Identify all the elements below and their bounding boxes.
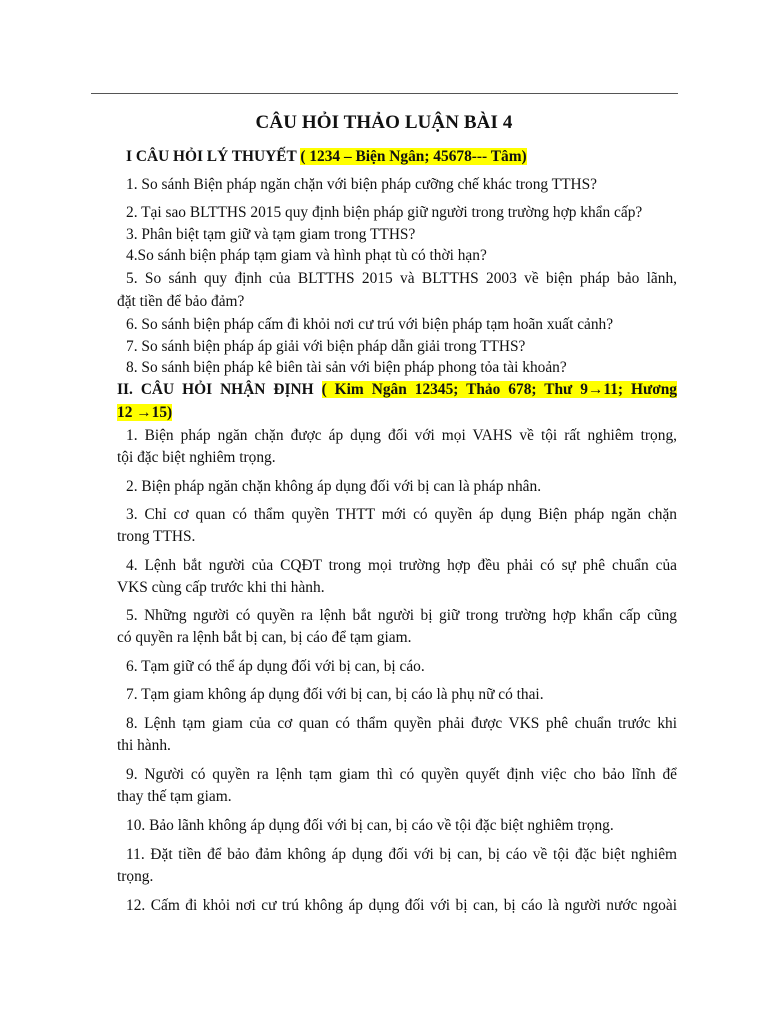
theory-question-3: 3. Phân biệt tạm giữ và tạm giam trong TTHS? [126, 226, 416, 243]
section1-heading-line [126, 146, 527, 168]
theory-question-5-cont: đặt tiền để bảo đảm? [117, 293, 245, 310]
top-divider [91, 93, 678, 94]
statement-8-line1: 8. Lệnh tạm giam của cơ quan có thẩm quyền phải được VKS phê chuẩn trước khi [126, 715, 677, 732]
statement-1-line1: 1. Biện pháp ngăn chặn được áp dụng đối với mọi VAHS về tội rất nghiêm trọng, [126, 427, 677, 444]
statement-5-line2: có quyền ra lệnh bắt bị can, bị cáo để tạm giam. [117, 629, 412, 646]
theory-question-2: 2. Tại sao BLTTHS 2015 quy định biện pháp giữ người trong trường hợp khẩn cấp? [126, 204, 643, 221]
statement-5-line1: 5. Những người có quyền ra lệnh bắt người bị giữ trong trường hợp khẩn cấp cũng [126, 607, 677, 624]
statement-8-line2: thi hành. [117, 737, 171, 754]
theory-question-5: 5. So sánh quy định của BLTTHS 2015 và BLTTHS 2003 về biện pháp bảo lãnh, [126, 270, 677, 287]
section1-heading: I CÂU HỎI LÝ THUYẾT [126, 148, 297, 165]
theory-question-8: 8. So sánh biện pháp kê biên tài sản với biện pháp phong tỏa tài khoản? [126, 359, 567, 376]
statement-11-line1: 11. Đặt tiền để bảo đảm không áp dụng đối với bị can, bị cáo về tội đặc biệt nghiêm [126, 846, 677, 863]
section2-heading: II. CÂU HỎI NHẬN ĐỊNH [117, 381, 314, 398]
statement-2: 2. Biện pháp ngăn chặn không áp dụng đối với bị can là pháp nhân. [126, 478, 542, 495]
section1-assignment: ( 1234 – Biện Ngân; 45678--- Tâm) [300, 148, 527, 165]
statement-4-line2: VKS cùng cấp trước khi thi hành. [117, 579, 325, 596]
theory-question-4: 4.So sánh biện pháp tạm giam và hình phạt tù có thời hạn? [126, 247, 487, 264]
section2-assignment-2: 12 →15) [117, 404, 173, 421]
statement-12-line1: 12. Cấm đi khỏi nơi cư trú không áp dụng đối với bị can, bị cáo là người nước ngoài [126, 897, 677, 914]
statement-11-line2: trọng. [117, 868, 154, 885]
statement-9-line2: thay thế tạm giam. [117, 788, 232, 805]
statement-3-line1: 3. Chỉ cơ quan có thẩm quyền THTT mới có quyền áp dụng Biện pháp ngăn chặn [126, 506, 677, 523]
page-title: CÂU HỎI THẢO LUẬN BÀI 4 [255, 112, 513, 133]
statement-1-line2: tội đặc biệt nghiêm trọng. [117, 449, 276, 466]
statement-6: 6. Tạm giữ có thể áp dụng đối với bị can, bị cáo. [126, 658, 425, 675]
statement-4-line1: 4. Lệnh bắt người của CQĐT trong mọi trường hợp đều phải có sự phê chuẩn của [126, 557, 677, 574]
theory-question-1: 1. So sánh Biện pháp ngăn chặn với biện pháp cưỡng chế khác trong TTHS? [126, 176, 597, 193]
section2-heading-line [117, 379, 677, 401]
statement-7: 7. Tạm giam không áp dụng đối với bị can, bị cáo là phụ nữ có thai. [126, 686, 544, 703]
statement-3-line2: trong TTHS. [117, 528, 196, 545]
section2-assignment-1: ( Kim Ngân 12345; Thảo 678; Thư 9→11; Hương [321, 381, 677, 398]
statement-9-line1: 9. Người có quyền ra lệnh tạm giam thì có quyền quyết định việc cho bảo lĩnh để [126, 766, 677, 783]
theory-question-6: 6. So sánh biện pháp cấm đi khỏi nơi cư trú với biện pháp tạm hoãn xuất cảnh? [126, 316, 614, 333]
section2-heading-cont [117, 402, 172, 424]
statement-10: 10. Bảo lãnh không áp dụng đối với bị can, bị cáo về tội đặc biệt nghiêm trọng. [126, 817, 614, 834]
theory-question-7: 7. So sánh biện pháp áp giải với biện pháp dẫn giải trong TTHS? [126, 338, 526, 355]
